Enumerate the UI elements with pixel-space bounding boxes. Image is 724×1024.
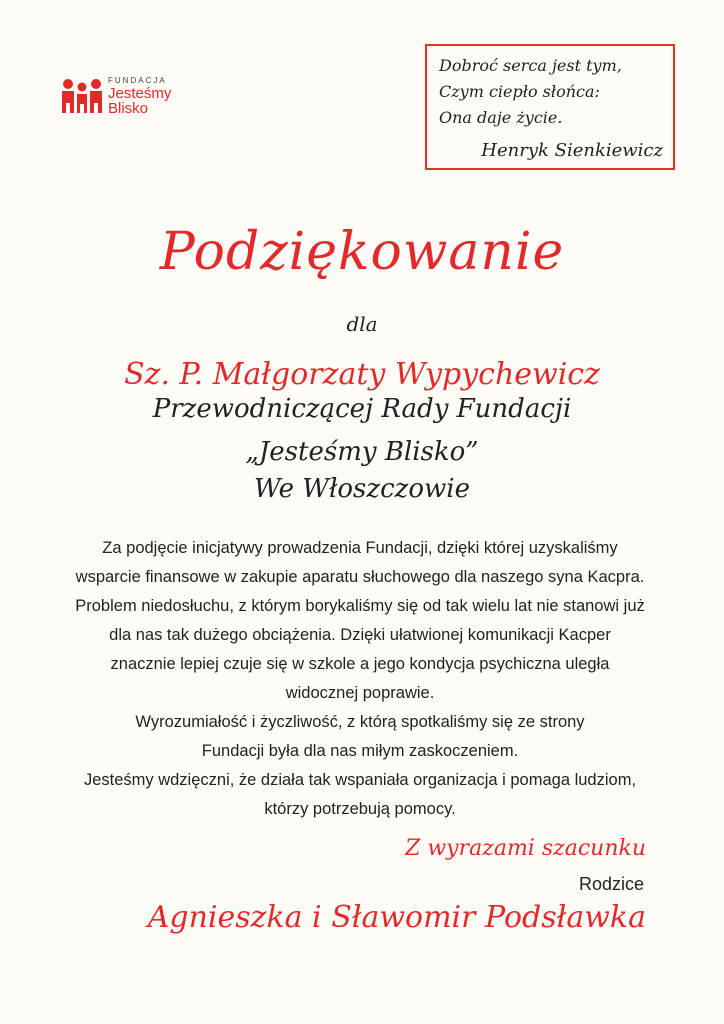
logo-text-blisko: Blisko [108,100,149,117]
for-label: dla [346,312,378,336]
quote-line: Ona daje życie. [439,108,563,127]
foundation-logo [60,72,180,122]
people-logo-icon [60,78,104,114]
body-line: Wyrozumiałość i życzliwość, z którą spotkaliśmy się ze strony [135,713,585,731]
body-line: znacznie lepiej czuje się w szkole a jego kondycja psychiczna uległa [110,655,610,673]
body-line: Problem niedosłuchu, z którym borykaliśmy się od tak wielu lat nie stanowi już [75,597,645,615]
recipient-role: Przewodniczącej Rady Fundacji [152,394,572,424]
body-line: którzy potrzebują pomocy. [264,800,456,818]
body-line: Jesteśmy wdzięczni, że działa tak wspaniała organizacja i pomaga ludziom, [83,771,637,789]
logo-text-jestesmy: Jesteśmy [108,85,172,102]
letter-body [60,534,660,824]
signature: Agnieszka i Sławomir Podsławka [147,900,646,935]
body-line: Fundacji była dla nas miłym zaskoczeniem. [201,742,519,760]
recipient-org: „Jesteśmy Blisko” [245,437,479,467]
body-line: Za podjęcie inicjatywy prowadzenia Fundacji, dzięki której uzyskaliśmy [102,539,618,557]
quote-box [425,44,675,170]
body-line: dla nas tak dużego obciążenia. Dzięki ułatwionej komunikacji Kacper [109,626,611,644]
page-title: Podziękowanie [159,222,565,282]
closing-regards: Z wyrazami szacunku [405,836,646,861]
recipient-place: We Włoszczowie [254,474,470,504]
quote-line: Dobroć serca jest tym, [439,56,622,75]
logo-text-fundacja: FUNDACJA [108,76,167,85]
quote-author: Henryk Sienkiewicz [481,140,663,161]
body-line: widocznej poprawie. [285,684,435,702]
recipient-name: Sz. P. Małgorzaty Wypychewicz [124,357,600,392]
body-line: wsparcie finansowe w zakupie aparatu słuchowego dla naszego syna Kacpra. [75,568,645,586]
quote-line: Czym ciepło słońca: [439,82,600,101]
closing-from: Rodzice [578,874,644,894]
